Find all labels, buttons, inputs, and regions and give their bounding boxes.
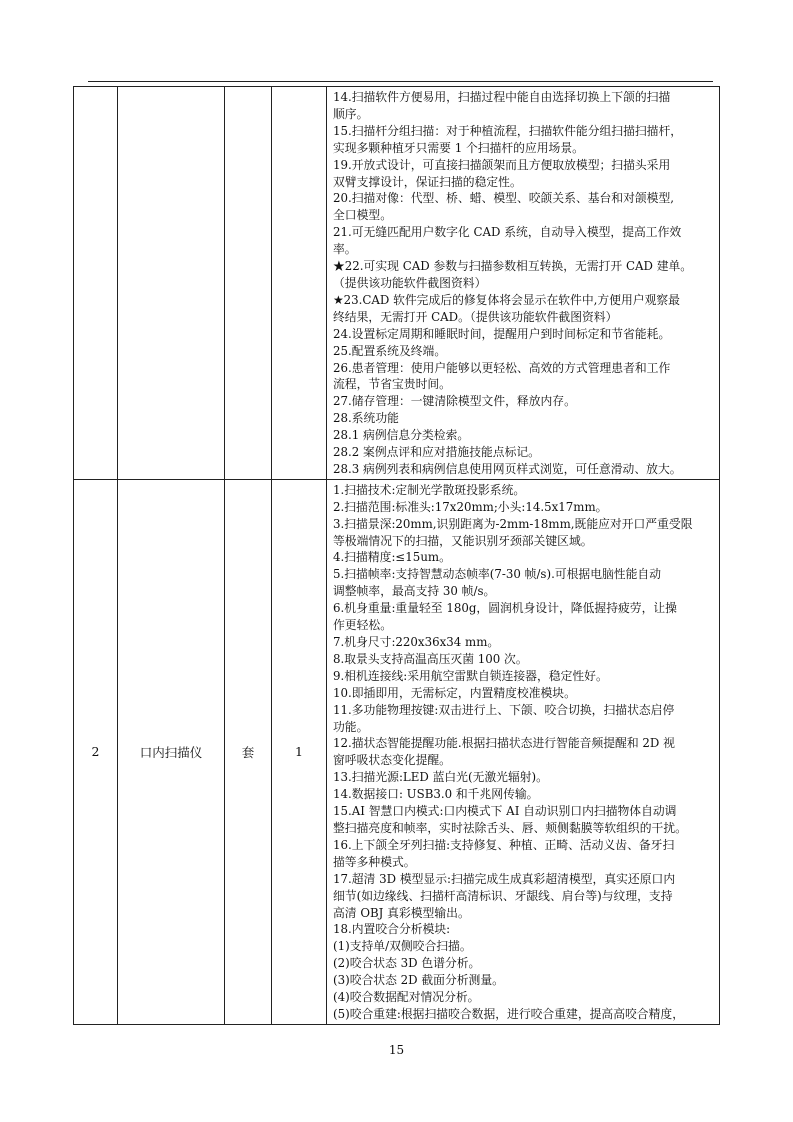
spec-line: 15.扫描杆分组扫描：对于种植流程，扫描软件能分组扫描扫描杆， bbox=[333, 123, 683, 138]
spec-line: 14.数据接口: USB3.0 和千兆网传输。 bbox=[333, 787, 539, 802]
spec-line: 28.1 病例信息分类检索。 bbox=[333, 428, 470, 443]
spec-line: 21.可无缝匹配用户数字化 CAD 系统，自动导入模型，提高工作效 bbox=[333, 225, 682, 240]
row-index-cell bbox=[74, 87, 118, 480]
spec-line: 窗呼吸状态变化提醒。 bbox=[333, 753, 451, 768]
spec-line: (5)咬合重建:根据扫描咬合数据，进行咬合重建，提高高咬合精度， bbox=[333, 1006, 684, 1021]
spec-line: 17.超清 3D 模型显示:扫描完成生成真彩超清模型，真实还原口内 bbox=[333, 871, 676, 886]
spec-line: （提供该功能软件截图资料） bbox=[333, 275, 487, 290]
spec-line: ★22.可实现 CAD 参数与扫描参数相互转换，无需打开 CAD 建单。 bbox=[333, 259, 693, 274]
spec-cell bbox=[327, 479, 720, 1024]
spec-line: 28.3 病例列表和病例信息使用网页样式浏览，可任意滑动、放大。 bbox=[333, 461, 682, 476]
spec-line: 1.扫描技术:定制光学散斑投影系统。 bbox=[333, 482, 526, 497]
spec-line: 10.即插即用，无需标定，内置精度校准模块。 bbox=[333, 685, 576, 700]
spec-line: 27.储存管理：一键清除模型文件，释放内存。 bbox=[333, 394, 576, 409]
spec-line: 细节(如边缘线、扫描杆高清标识、牙龈线、肩台等)与纹理，支持 bbox=[333, 888, 673, 903]
spec-line: 14.扫描软件方便易用，扫描过程中能自由选择切换上下颌的扫描 bbox=[333, 90, 671, 104]
spec-line: 整扫描亮度和帧率，实时祛除舌头、唇、颊侧黏膜等软组织的干扰。 bbox=[333, 820, 687, 835]
product-name-cell: 口内扫描仪 bbox=[118, 479, 225, 1024]
spec-line: 13.扫描光源:LED 蓝白光(无激光辐射)。 bbox=[333, 770, 548, 785]
spec-line: 26.患者管理：使用户能够以更轻松、高效的方式管理患者和工作 bbox=[333, 360, 671, 375]
spec-line: 调整帧率，最高支持 30 帧/s。 bbox=[333, 584, 496, 599]
spec-line: 11.多功能物理按键:双击进行上、下颌、咬合切换，扫描状态启停 bbox=[333, 702, 675, 717]
spec-line: 3.扫描景深:20mm,识别距离为-2mm-18mm,既能应对开口严重受限 bbox=[333, 516, 693, 531]
unit-cell: 套 bbox=[225, 479, 272, 1024]
spec-line: 描等多种模式。 bbox=[333, 854, 416, 869]
spec-line: 20.扫描对像：代型、桥、蜡、模型、咬颌关系、基台和对颌模型, bbox=[333, 191, 675, 206]
spec-line: 16.上下颌全牙列扫描:支持修复、种植、正畸、活动义齿、备牙扫 bbox=[333, 837, 675, 852]
table-row bbox=[74, 479, 720, 1024]
spec-line: (4)咬合数据配对情况分析。 bbox=[333, 990, 480, 1005]
spec-cell bbox=[327, 87, 720, 480]
spec-line: 等极端情况下的扫描，又能识别牙颈部关键区域。 bbox=[333, 533, 593, 548]
quantity-cell bbox=[272, 87, 327, 480]
page-number: 15 bbox=[388, 1043, 405, 1057]
spec-line: 28.2 案例点评和应对措施技能点标记。 bbox=[333, 445, 540, 460]
spec-line: 19.开放式设计，可直接扫描颌架而且方便取放模型；扫描头采用 bbox=[333, 157, 671, 172]
spec-line: 24.设置标定周期和睡眠时间，提醒用户到时间标定和节省能耗。 bbox=[333, 326, 671, 341]
spec-line: 流程，节省宝贵时间。 bbox=[333, 377, 451, 392]
spec-line: 2.扫描范围:标准头:17x20mm;小头:14.5x17mm。 bbox=[333, 499, 608, 514]
spec-line: 功能。 bbox=[333, 719, 369, 734]
spec-line: ★23.CAD 软件完成后的修复体将会显示在软件中,方便用户观察最 bbox=[333, 292, 680, 307]
spec-line: 9.相机连接线:采用航空雷默自锁连接器，稳定性好。 bbox=[333, 668, 608, 683]
spec-line: 实现多颗种植牙只需要 1 个扫描杆的应用场景。 bbox=[333, 140, 584, 155]
spec-line: 5.扫描帧率:支持智慧动态帧率(7-30 帧/s).可根据电脑性能自动 bbox=[333, 567, 661, 582]
spec-line: 双臂支撑设计，保证扫描的稳定性。 bbox=[333, 174, 522, 189]
spec-line: 顺序。 bbox=[333, 106, 369, 121]
spec-line: 4.扫描精度:≤15um。 bbox=[333, 550, 451, 565]
spec-table bbox=[73, 86, 720, 1025]
unit-cell bbox=[225, 87, 272, 480]
spec-line: 率。 bbox=[333, 242, 357, 257]
spec-line: 全口模型。 bbox=[333, 208, 392, 223]
spec-line: 作更轻松。 bbox=[333, 618, 392, 633]
spec-line: 8.取景头支持高温高压灭菌 100 次。 bbox=[333, 651, 528, 666]
product-name-cell bbox=[118, 87, 225, 480]
spec-line: 高清 OBJ 真彩模型输出。 bbox=[333, 905, 470, 920]
spec-line: (1)支持单/双侧咬合扫描。 bbox=[333, 939, 472, 954]
spec-line: 18.内置咬合分析模块: bbox=[333, 922, 451, 937]
spec-line: 15.AI 智慧口内模式:口内模式下 AI 自动识别口内扫描物体自动调 bbox=[333, 804, 677, 819]
spec-line: (2)咬合状态 3D 色谱分析。 bbox=[333, 956, 481, 971]
spec-line: 28.系统功能 bbox=[333, 411, 399, 426]
quantity-cell: 1 bbox=[272, 479, 327, 1024]
spec-line: (3)咬合状态 2D 截面分析测量。 bbox=[333, 973, 504, 988]
spec-line: 终结果，无需打开 CAD。（提供该功能软件截图资料） bbox=[333, 309, 618, 324]
spec-line: 12.描状态智能提醒功能.根据扫描状态进行智能音频提醒和 2D 视 bbox=[333, 736, 675, 751]
spec-line: 6.机身重量:重量轻至 180g，圆润机身设计，降低握持疲劳，让操 bbox=[333, 601, 677, 616]
spec-line: 25.配置系统及终端。 bbox=[333, 343, 447, 358]
spec-line: 7.机身尺寸:220x36x34 mm。 bbox=[333, 635, 500, 649]
header-rule bbox=[88, 81, 713, 82]
row-index-cell: 2 bbox=[74, 479, 118, 1024]
table-row bbox=[74, 87, 720, 480]
